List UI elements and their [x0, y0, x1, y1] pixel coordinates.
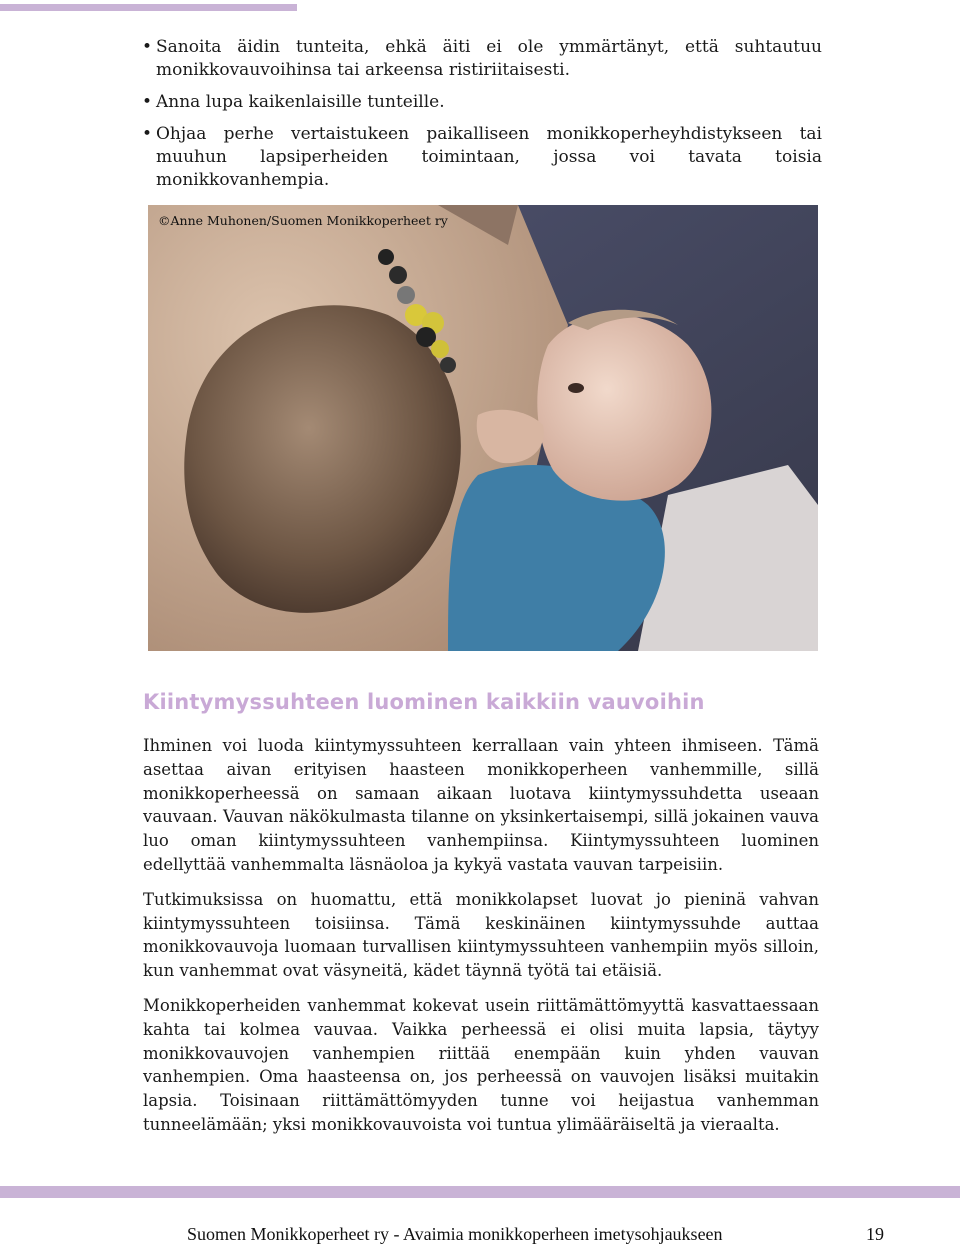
- bead: [431, 340, 449, 358]
- bullet-item: • Sanoita äidin tunteita, ehkä äiti ei ole ymmärtänyt, että suhtautuu monikkovauvoihinsa tai arkeensa ristiriitaisesti.: [142, 36, 822, 82]
- section-heading: Kiintymyssuhteen luominen kaikkiin vauvoihin: [143, 690, 705, 714]
- photo-illustration: [148, 205, 818, 651]
- baby-eye: [568, 383, 584, 393]
- paragraph: Monikkoperheiden vanhemmat kokevat usein riittämättömyyttä kasvattaessaan kahta tai kolmea vauvaa. Vaikka perheessä ei olisi muita lapsia, täytyy monikkovauvojen vanhempien riittää enempään kuin yhden vauvan vanhempien. Oma haasteensa on, jos perheessä on vauvojen lisäksi muitakin lapsia. Toisinaan riittämättömyyden tunne voi heijastua vanhemman tunneelämään; yksi monikkovauvoista voi tuntua ylimääräiseltä ja vieraalta.: [143, 995, 819, 1134]
- bullet-item: • Anna lupa kaikenlaisille tunteille.: [142, 91, 822, 114]
- bead: [440, 357, 456, 373]
- photo-credit: ©Anne Muhonen/Suomen Monikkoperheet ry: [158, 213, 448, 228]
- paragraph: Tutkimuksissa on huomattu, että monikkolapset luovat jo pieninä vahvan kiintymyssuhteen toisiinsa. Tämä keskinäinen kiintymyssuhde auttaa monikkovauvoja luomaan turvallisen kiintymyssuhteen vanhempiin myös silloin, kun vanhemmat ovat väsyneitä, kädet täynnä työtä tai etäisiä.: [143, 889, 819, 981]
- top-accent-bar: [0, 4, 297, 11]
- page-number: 19: [866, 1224, 884, 1244]
- page-footer: [187, 1224, 884, 1245]
- bead: [389, 266, 407, 284]
- footer-text: Suomen Monikkoperheet ry - Avaimia monikkoperheen imetysohjaukseen: [187, 1224, 723, 1244]
- bullet-list: [142, 36, 822, 201]
- bead: [378, 249, 394, 265]
- bead: [397, 286, 415, 304]
- bottom-accent-bar: [0, 1186, 960, 1198]
- bullet-item: • Ohjaa perhe vertaistukeen paikalliseen monikkoperheyhdistykseen tai muuhun lapsiperheiden toimintaan, jossa voi tavata toisia monikkovanhempia.: [142, 123, 822, 192]
- breastfeeding-photo: [148, 205, 818, 651]
- body-text: [143, 734, 819, 1148]
- second-baby-face: [537, 315, 711, 501]
- paragraph: Ihminen voi luoda kiintymyssuhteen kerrallaan vain yhteen ihmiseen. Tämä asettaa aivan erityisen haasteen monikkoperheen vanhemmille, sillä monikkoperheessä on samaan aikaan luotava kiintymyssuhdetta useaan vauvaan. Vauvan näkökulmasta tilanne on yksinkertaisempi, sillä jokainen vauva luo oman kiintymyssuhteen vanhempiinsa. Kiintymyssuhteen luominen edellyttää vanhemmalta läsnäoloa ja kykyä vastata vauvan tarpeisiin.: [143, 736, 819, 874]
